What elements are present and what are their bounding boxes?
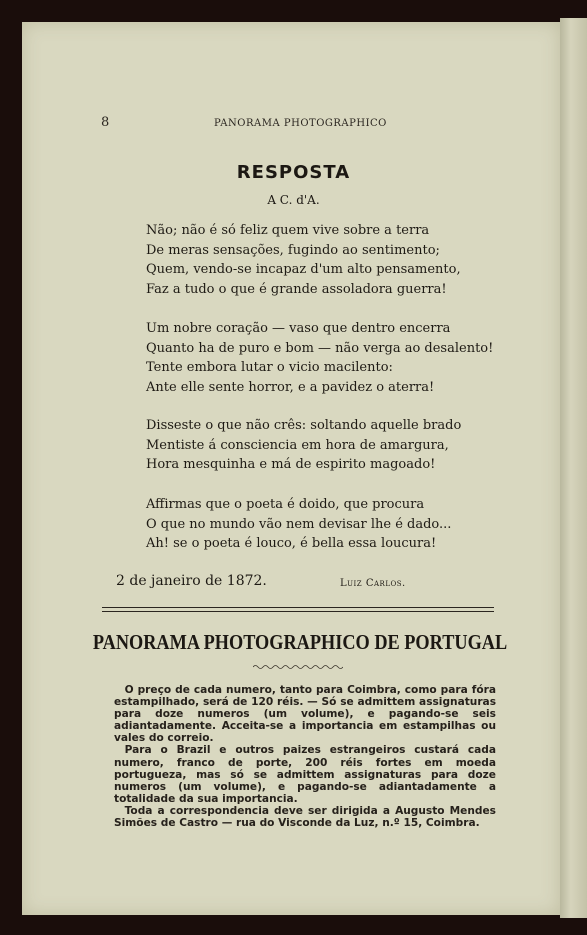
page-number: 8 [101, 115, 110, 130]
verse-line: Ah! se o poeta é louco, é bella essa loucura! [146, 536, 437, 551]
verse-line: Quem, vendo-se incapaz d'um alto pensamento, [146, 262, 461, 277]
verse-line: Ante elle sente horror, e a pavidez o aterra! [146, 379, 435, 395]
notice-paragraph: Toda a correspondencia deve ser dirigida a Augusto Mendes Simões de Castro — rua do Visconde da Luz, n.º 15, Coimbra. [114, 804, 496, 830]
verse-line: Tente embora lutar o vicio macilento: [146, 360, 393, 375]
poem-author: Luiz Carlos. [340, 578, 406, 589]
poem-dedication: A C. d'A. [267, 193, 320, 207]
verse-line: Não; não é só feliz quem vive sobre a terra [146, 223, 430, 238]
stanza-4 [146, 495, 451, 554]
poem-title: RESPOSTA [236, 162, 351, 183]
notice-paragraph: O preço de cada numero, tanto para Coimbra, como para fóra estampilhado, será de 120 réis. — Só se admittem assignaturas para doze numeros (um volume), e pagando-se seis adiantadamente. Acceita-se a importancia em estampilhas ou vales do correio. [114, 684, 496, 745]
poem-date: 2 de janeiro de 1872. [116, 573, 267, 589]
notice-paragraph: Para o Brazil e outros paizes estrangeiros custará cada numero, franco de porte, 200 réis fortes em moeda portugueza, mas só se admittem assignaturas para doze numeros (um volume), e pagando-se adiantadamente a totalidade da sua importancia. [114, 744, 496, 805]
stanza-2 [146, 319, 493, 397]
double-rule-top [102, 607, 494, 608]
verse-line: Um nobre coração — vaso que dentro encerra [146, 321, 451, 336]
stanza-3 [146, 416, 461, 475]
page-edge [560, 18, 587, 918]
wavy-ornament-icon [253, 664, 343, 670]
running-title: PANORAMA PHOTOGRAPHICO [214, 118, 387, 129]
verse-line: Disseste o que não crês: soltando aquelle brado [146, 418, 462, 433]
stanza-1 [146, 221, 461, 299]
verse-line: De meras sensações, fugindo ao sentimento; [146, 242, 440, 258]
verse-line: Mentiste á consciencia em hora de amargura, [146, 437, 449, 453]
verse-line: O que no mundo vão nem devisar lhe é dado... [146, 516, 452, 532]
verse-line: Quanto ha de puro e bom — não verga ao desalento! [146, 340, 494, 356]
notice-title: PANORAMA PHOTOGRAPHICO DE PORTUGAL [92, 630, 508, 654]
double-rule-bottom [102, 611, 494, 612]
verse-line: Faz a tudo o que é grande assoladora guerra! [146, 281, 447, 297]
notice-body [114, 684, 496, 829]
verse-line: Affirmas que o poeta é doido, que procura [146, 497, 425, 512]
verse-line: Hora mesquinha e má de espirito magoado! [146, 457, 436, 472]
